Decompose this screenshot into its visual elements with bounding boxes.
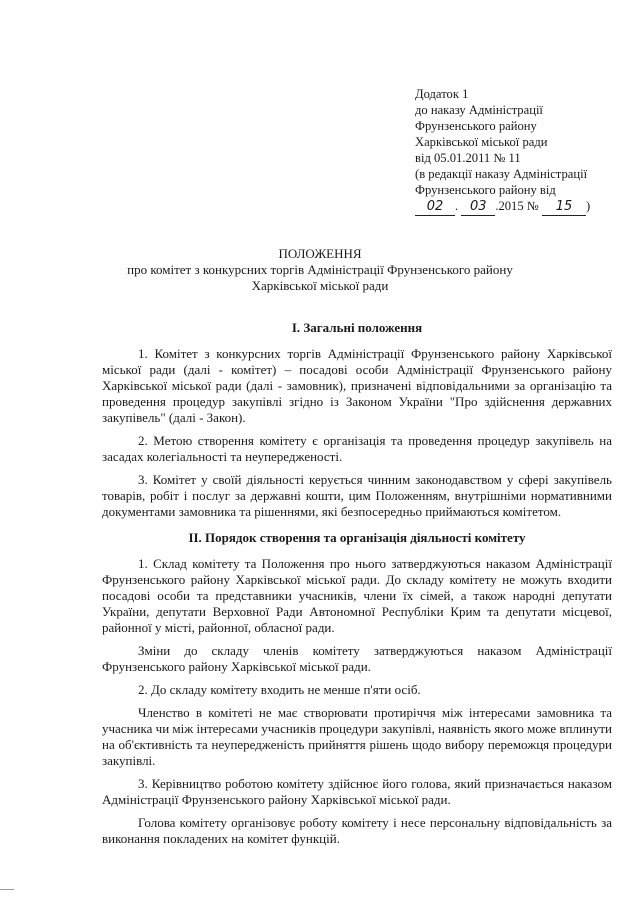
annex-line: від 05.01.2011 № 11 [415, 151, 521, 165]
section-heading: І. Загальні положення [291, 320, 423, 335]
document-subtitle: Харківської міської ради [251, 278, 389, 293]
paragraph: Голова комітету організовує роботу комітету і несе персональну відповідальність за виконання покладених на комітет функцій. [102, 815, 612, 846]
document-title: ПОЛОЖЕННЯ [278, 246, 362, 261]
scan-edge-mark [0, 889, 14, 890]
paragraph: 2. Метою створення комітету є організація та проведення процедур закупівель на засадах колегіальності та неупередженості. [102, 433, 612, 464]
annex-line: (в редакції наказу Адміністрації [415, 167, 588, 181]
handwritten-day: 02 [415, 199, 455, 216]
paragraph: 2. До складу комітету входить не менше п'яти осіб. [138, 682, 421, 697]
handwritten-number: 15 [542, 199, 586, 216]
handwritten-month: 03 [461, 199, 495, 216]
section-heading: ІІ. Порядок створення та організація діяльності комітету [188, 530, 526, 545]
paragraph: 1. Комітет з конкурсних торгів Адміністрації Фрунзенського району Харківської міської ради (далі - комітет) – посадові особи Адміністрації Фрунзенського району Харківської міської ради (далі - замовник), призначені відповідальними за організацію та проведення процедур закупівлі згідно із Законом України "Про здійснення державних закупівель" (далі - Закон). [102, 346, 612, 425]
paragraph: Членство в комітеті не має створювати протиріччя між інтересами замовника та учасника чи між інтересами учасників процедури закупівлі, наявність якого може вплинути на об'єктивність та неупередженість прийняття рішень щодо вибору переможця процедури закупівлі. [102, 705, 612, 768]
paragraph: Зміни до складу членів комітету затверджуються наказом Адміністрації Фрунзенського району Харківської міської ради. [102, 643, 612, 674]
paragraph: 3. Комітет у своїй діяльності керується чинним законодавством у сфері закупівель товарів, робіт і послуг за державні кошти, цим Положенням, внутрішніми нормативними документами замовника та рішеннями, які безпосередньо приймаються комітетом. [102, 472, 612, 519]
annex-line: Харківської міської ради [415, 135, 548, 149]
document-subtitle: про комітет з конкурсних торгів Адміністрації Фрунзенського району [127, 262, 513, 277]
annex-line: Фрунзенського району [415, 119, 537, 133]
annex-year: .2015 № [495, 199, 539, 213]
document-body [102, 320, 612, 854]
annex-date-line: 02 . 03 .2015 № 15 ) [415, 198, 590, 216]
title-block [0, 246, 640, 294]
annex-line: Додаток 1 [415, 87, 469, 101]
annex-block [415, 86, 590, 216]
annex-line: Фрунзенського району від [415, 183, 556, 197]
annex-line: до наказу Адміністрації [415, 103, 543, 117]
paragraph: 1. Склад комітету та Положення про нього затверджуються наказом Адміністрації Фрунзенського району Харківської міської ради. До складу комітету не можуть входити посадові особи та представники учасників, члени їх сімей, а також народні депутати України, депутати Верховної Ради Автономної Республіки Крим та депутати місцевої, районної у місті, районної, обласної ради. [102, 556, 612, 635]
paragraph: 3. Керівництво роботою комітету здійснює його голова, який призначається наказом Адміністрації Фрунзенського району Харківської міської ради. [102, 776, 612, 807]
